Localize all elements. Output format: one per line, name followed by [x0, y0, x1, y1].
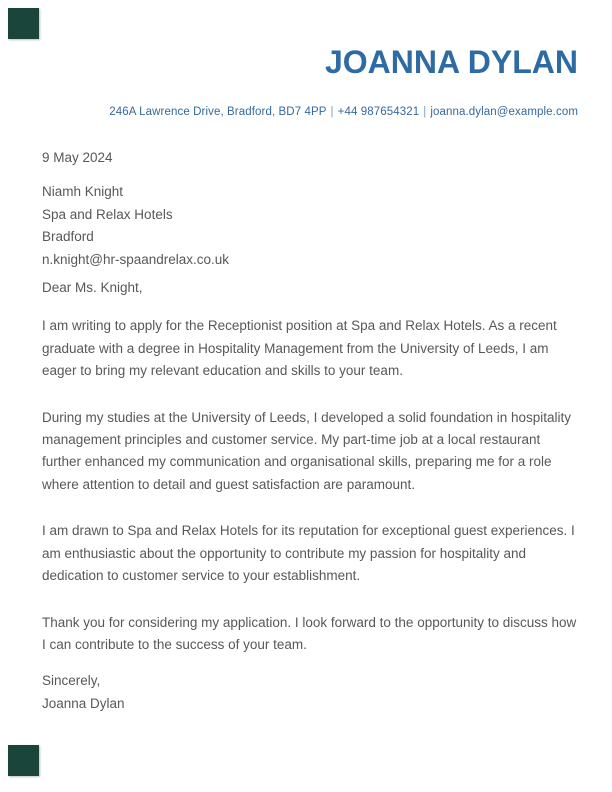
letter-date: 9 May 2024 — [42, 150, 113, 165]
closing-word: Sincerely, — [42, 673, 101, 689]
signature-name: Joanna Dylan — [42, 695, 125, 711]
salutation: Dear Ms. Knight, — [42, 280, 143, 296]
contact-address: 246A Lawrence Drive, Bradford, BD7 4PP — [109, 106, 327, 118]
contact-phone: +44 987654321 — [337, 106, 420, 118]
closing-block — [42, 670, 582, 715]
paragraph-experience: During my studies at the University of Leeds, I developed a solid foundation in hospitality management principles and customer service. My part-time job at a local restaurant further enhanced my communication and organisational skills, preparing me for a role where attention to detail and guest satisfaction are paramount. — [42, 409, 572, 492]
recipient-name: Niamh Knight — [42, 184, 124, 200]
contact-separator: | — [330, 106, 334, 118]
corner-accent-bottom-left — [8, 745, 39, 776]
recipient-company: Spa and Relax Hotels — [42, 206, 173, 222]
contact-separator: | — [423, 106, 427, 118]
corner-accent-top-left — [8, 8, 39, 39]
paragraph-thanks: Thank you for considering my application. I look forward to the opportunity to discuss how I can contribute to the success of your team. — [42, 614, 577, 652]
recipient-city: Bradford — [42, 229, 94, 245]
contact-line — [0, 106, 578, 118]
letter-body — [0, 147, 612, 715]
paragraph-intro: I am writing to apply for the Receptionist position at Spa and Relax Hotels. As a recent graduate with a degree in Hospitality Management from the University of Leeds, I am eager to bring my relevant education and skills to your team. — [42, 318, 557, 379]
paragraph-motivation: I am drawn to Spa and Relax Hotels for its reputation for exceptional guest experiences. I am enthusiastic about the opportunity to contribute my passion for hospitality and dedication to customer service to your establishment. — [42, 523, 575, 584]
recipient-block — [42, 181, 582, 271]
applicant-name: JOANNA DYLAN — [324, 44, 578, 80]
recipient-email: n.knight@hr-spaandrelax.co.uk — [42, 251, 230, 267]
contact-email: joanna.dylan@example.com — [430, 106, 578, 118]
